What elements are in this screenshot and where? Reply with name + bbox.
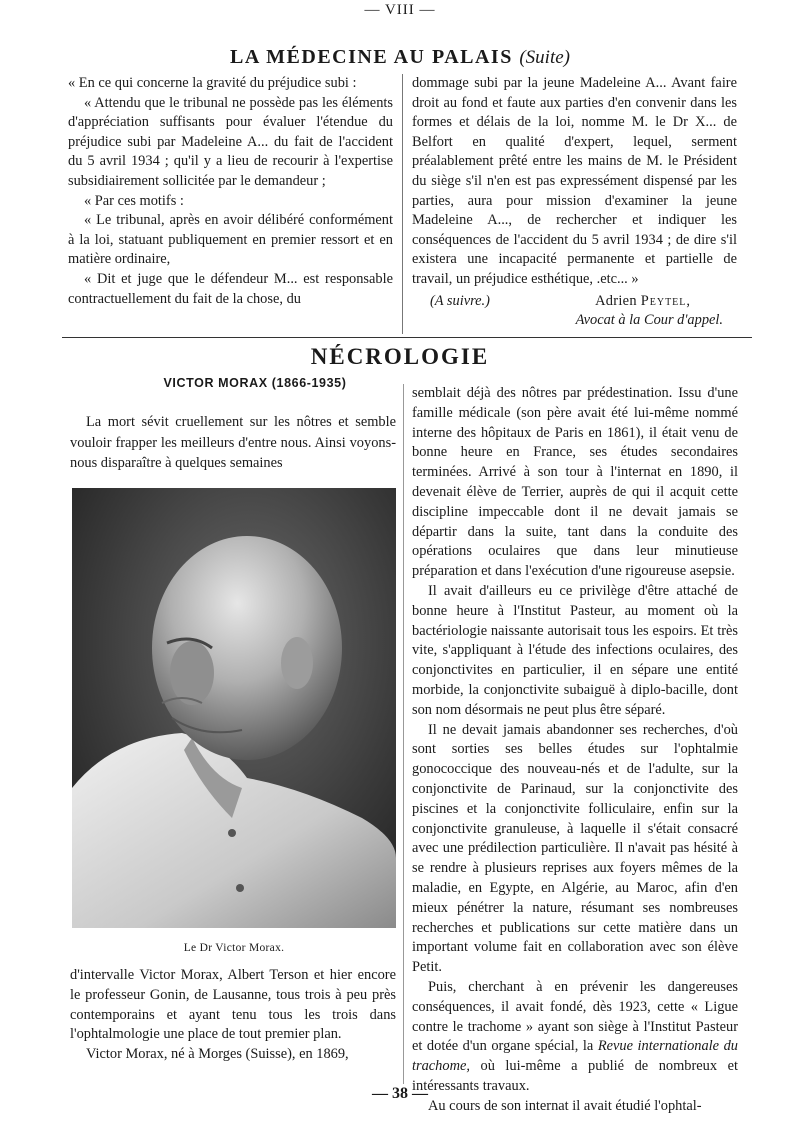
legal-paragraph: « Attendu que le tribunal ne possède pas les éléments d'appréciation suffisants pour évaluer l'étendue du préjudice subi par Madeleine A... du fait de l'accident du 5 avril 1934 ; qu'il y a lieu de recourir à l'expertise subsidiairement sollicitée par le demandeur ; — [68, 94, 393, 189]
body-paragraph: Il avait d'ailleurs eu ce privilège d'être attaché de bonne heure à l'Institut Pasteur, au moment où la bactériologie naissante autorisait tous les espoirs. Et très vite, s'appliquant à l'étude des infections oculaires, des conjonctivites en particulier, il en sépare une entité morbide, la conjonctivite subaiguë à diplo-bacille, dont son nom désormais ne peut plus être séparé. — [412, 582, 738, 718]
to-follow-note: (A suivre.) — [430, 292, 490, 309]
intro-paragraph: La mort sévit cruellement sur les nôtres et semble vouloir frapper les meilleurs d'entre nous. Ainsi voyons-nous disparaître à quelques semaines — [70, 414, 396, 471]
author-first-name: Adrien — [595, 292, 637, 309]
page-number-roman: — VIII — — [364, 2, 436, 18]
journal-title: Revue internationale du trachome, — [412, 1038, 738, 1075]
section-title — [0, 46, 800, 69]
legal-paragraph: « Dit et juge que le défendeur M... est responsable contractuellement du fait de la chose, du — [68, 270, 393, 307]
body-paragraph: Victor Morax, né à Morges (Suisse), en 1869, — [86, 1046, 349, 1063]
necrology-column-right — [412, 384, 738, 1116]
legal-paragraph: « En ce qui concerne la gravité du préjudice subi : — [68, 75, 357, 91]
body-paragraph — [412, 978, 738, 1097]
necrology-intro — [70, 412, 396, 474]
author-role: Avocat à la Cour d'appel. — [575, 312, 723, 329]
portrait-photo — [72, 488, 396, 928]
body-paragraph: Il ne devait jamais abandonner ses recherches, d'où sont sorties ses belles études sur l'ophtalmie gonococcique des nouveau-nés et de l'adulte, sur la conjonctivite de Parinaud, sur la conjonctivite des piscines et la conjonctivite folliculaire, enfin sur la conjonctivite granuleuse, à laquelle il s'était consacré avec une prédilection particulière. Il n'avait pas hésité à se rendre à plusieurs reprises aux foyers mêmes de la maladie, en Egypte, en Algérie, au Maroc, afin d'en mieux pénétrer la nature, résumant ses nombreuses recherches et publications sur cette matière dans un important volume fait en collaboration avec son élève Petit. — [412, 721, 738, 976]
body-paragraph: semblait déjà des nôtres par prédestination. Issu d'une famille médicale (son père avait été lui-même nommé interne des hôpitaux de Paris en 1861), il était venu de bonne heure en France, ses études secondaires terminées. Arrivé à son tour à l'internat en 1890, il devenait élève de Terrier, auprès de qui il acquit cette discipline impeccable dont il ne devait jamais se départir dans la suite, tant dans la conduite des opérations oculaires que dans leur minutieuse préparation et dans l'exécution d'une rigoureuse asepsie. — [412, 385, 738, 580]
photo-caption: Le Dr Victor Morax. — [183, 942, 285, 954]
author-last-name: Peytel, — [640, 292, 691, 309]
legal-paragraph: « Par ces motifs : — [84, 192, 184, 209]
legal-column-left — [68, 74, 393, 309]
signature-row — [412, 292, 737, 312]
section-title-suite: (Suite) — [519, 47, 570, 68]
section-title-text: LA MÉDECINE AU PALAIS — [230, 46, 513, 68]
body-paragraph: Au cours de son internat il avait étudié l'ophtal- — [428, 1097, 702, 1114]
section-divider — [62, 337, 752, 338]
legal-paragraph: dommage subi par la jeune Madeleine A... Avant faire droit au fond et faute aux parties d'en convenir dans les formes et délais de la loi, nomme M. le Dr X... de Belfort en qualité d'expert, lequel, serment préalablement prêté entre les mains de M. le Président du siège s'il n'en est pas expressément dispensé par les parties, aura pour mission d'examiner la jeune Madeleine A..., de rechercher et indiquer les conséquences de l'accident du 5 avril 1934 ; de dire s'il existera une incapacité permanente et partielle de travail, un préjudice esthétique, .etc... » — [412, 75, 737, 287]
necrology-title: NÉCROLOGIE — [310, 344, 490, 369]
necrology-subtitle: VICTOR MORAX (1866-1935) — [163, 376, 347, 390]
page-number: — 38 — — [372, 1085, 428, 1102]
author-name — [595, 292, 737, 312]
portrait-illustration — [72, 488, 396, 928]
body-text: où lui-même a publié de nombreux et intéressants travaux. — [412, 1058, 738, 1094]
legal-column-right — [412, 74, 737, 331]
column-divider — [403, 384, 404, 1084]
body-paragraph: d'intervalle Victor Morax, Albert Terson et hier encore le professeur Gonin, de Lausanne, tous trois à peu près contemporains et ayant tenu tous les trois dans l'ophtalmologie une place de tout premier plan. — [70, 967, 396, 1043]
body-text: Puis, cherchant à en prévenir les dangereuses conséquences, il avait fondé, dès 1923, cette « Ligue contre le trachome » ayant son siège à l'Institut Pasteur et dotée d'un organe spécial, la — [412, 978, 738, 1055]
necrology-continued-left — [70, 966, 396, 1065]
legal-paragraph: « Le tribunal, après en avoir délibéré conformément à la loi, statuant publiquement en premier ressort et en matière ordinaire, — [68, 212, 393, 268]
column-divider — [402, 74, 403, 334]
